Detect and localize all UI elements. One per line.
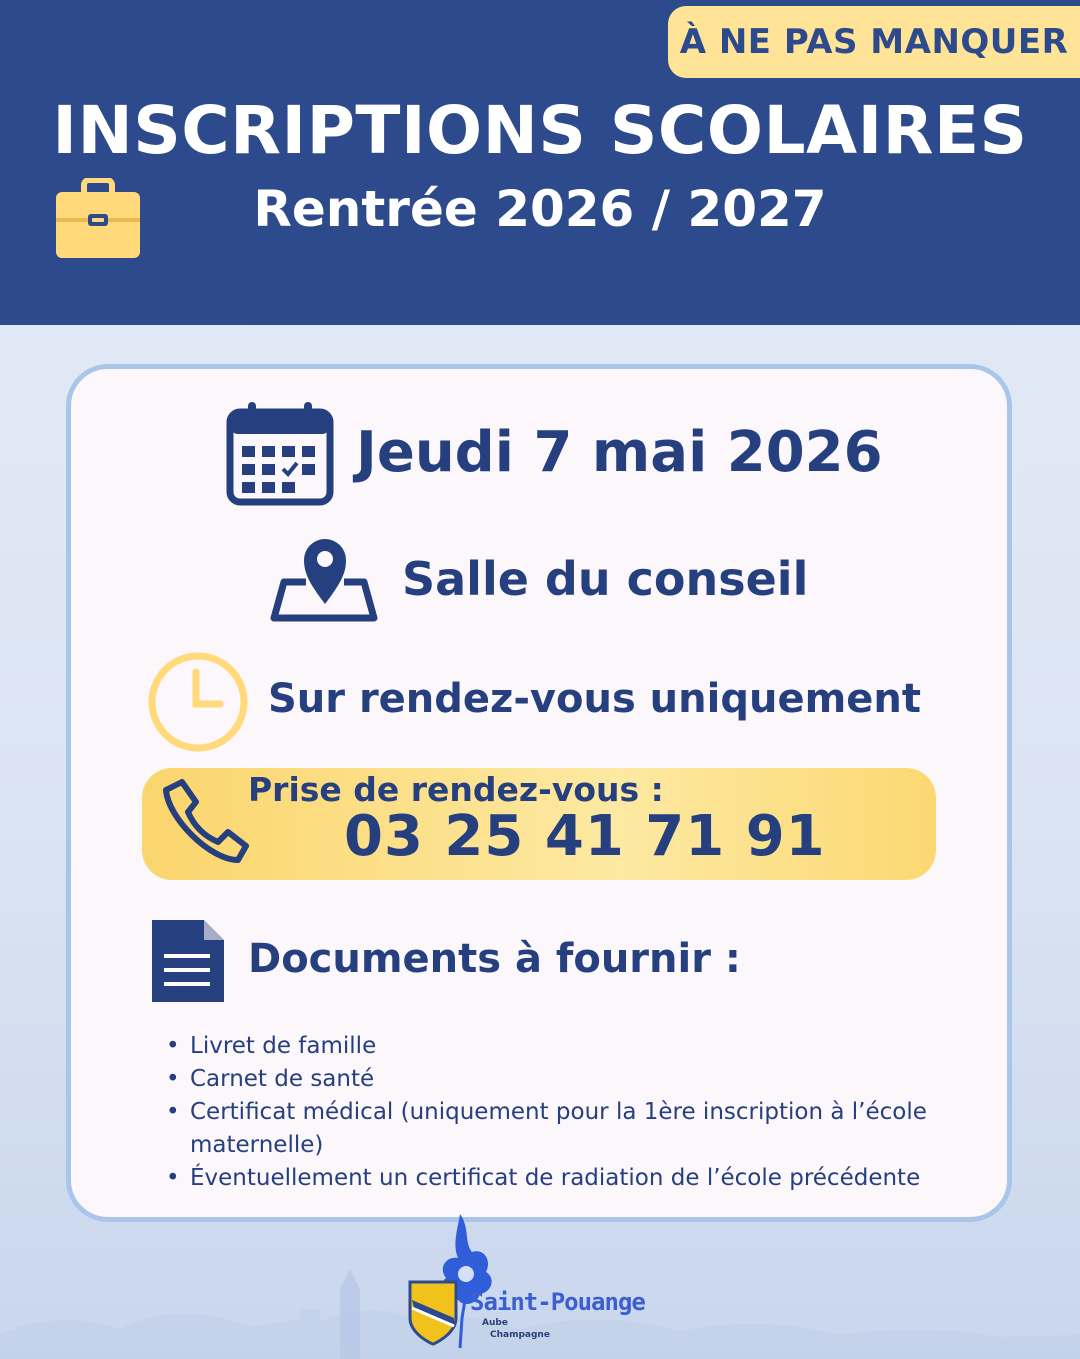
location-pin-icon	[270, 534, 380, 622]
phone-number[interactable]: 03 25 41 71 91	[344, 804, 826, 869]
list-item: • Certificat médical (uniquement pour la 1ère inscription à l’école maternelle)	[190, 1096, 990, 1162]
clock-icon	[146, 650, 250, 754]
documents-heading: Documents à fournir :	[248, 936, 741, 982]
event-date: Jeudi 7 mai 2026	[356, 420, 883, 485]
logo-subtitle-aube: Aube	[482, 1318, 508, 1328]
highlight-badge: À NE PAS MANQUER	[668, 6, 1080, 78]
page-subtitle: Rentrée 2026 / 2027	[253, 180, 827, 238]
logo-subtitle-champagne: Champagne	[490, 1330, 550, 1340]
list-item: • Livret de famille	[190, 1030, 990, 1063]
list-item: • Éventuellement un certificat de radiation de l’école précédente	[190, 1162, 990, 1195]
list-item: • Carnet de santé	[190, 1063, 990, 1096]
appointment-note: Sur rendez-vous uniquement	[268, 676, 921, 722]
phone-icon	[160, 776, 252, 866]
phone-label: Prise de rendez-vous :	[248, 770, 664, 809]
event-place: Salle du conseil	[402, 552, 809, 606]
logo-name: Saint-Pouange	[470, 1288, 645, 1316]
documents-list	[190, 1030, 990, 1195]
page-title: INSCRIPTIONS SCOLAIRES	[52, 92, 1028, 169]
calendar-icon	[226, 400, 334, 506]
document-icon	[150, 918, 226, 1004]
